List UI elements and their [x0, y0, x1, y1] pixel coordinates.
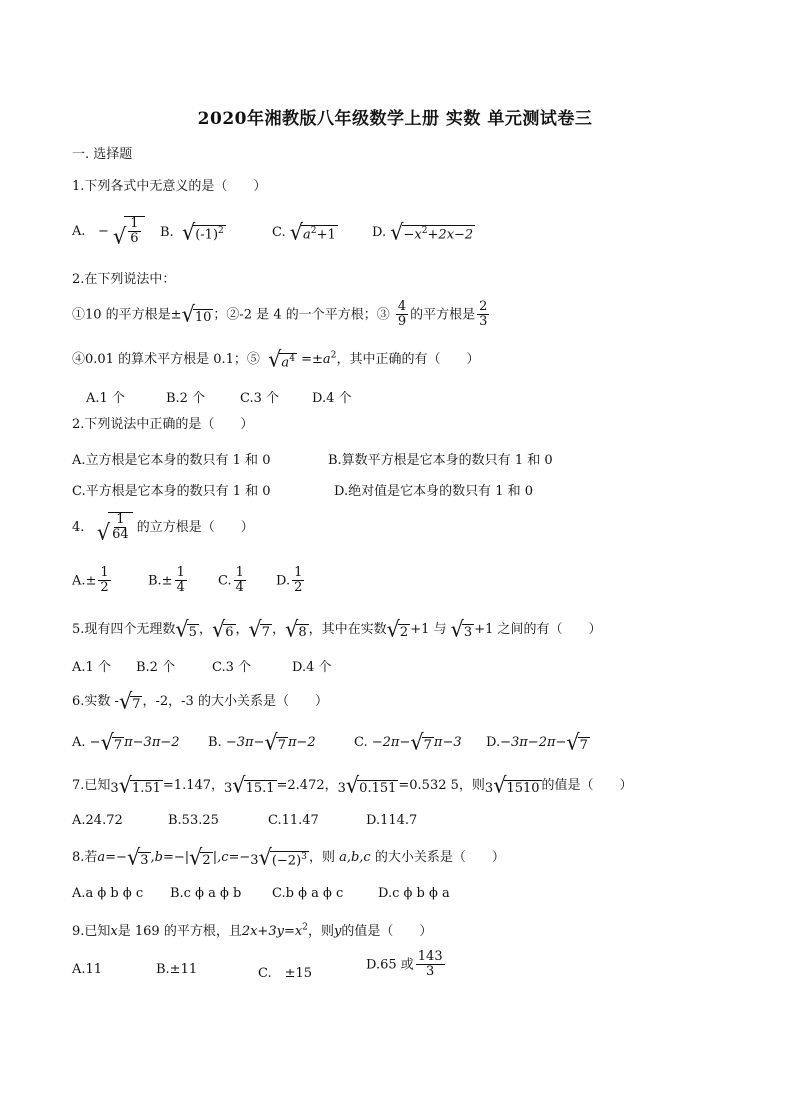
question-5-stem: 5.现有四个无理数 √ 5 ， √ 6 ， √ 7 ， √ 8 ，其中在实数 √ 2 +1 与 √ 3 +1 之间的有（ ） — [72, 616, 602, 642]
q7-option-c: C.11.47 — [268, 813, 319, 828]
q2-option-b: B.2 个 — [166, 391, 206, 406]
q8-option-c: C.b ϕ a ϕ c — [272, 886, 344, 901]
q8-option-b: B.c ϕ a ϕ b — [170, 886, 242, 901]
q1-option-a: A. − √ $\frac{1}{6}$ — [72, 216, 145, 247]
section-heading: 一. 选择题 — [72, 147, 133, 162]
q8-option-a: A.a ϕ b ϕ c — [72, 886, 144, 901]
q9-option-b: B.±11 — [156, 962, 198, 977]
q7-option-b: B.53.25 — [168, 813, 219, 828]
q9-option-c: C. ±15 — [258, 966, 313, 981]
q9-option-d: D.65 或 $\frac{143}{3}$ — [366, 949, 443, 980]
question-1-stem: 1.下列各式中无意义的是（ ） — [72, 179, 267, 194]
sqrt-expression: √ $\frac{1}{6}$ — [113, 216, 145, 247]
question-4-stem: 4. √ $\frac{1}{64}$ 的立方根是（ ） — [72, 512, 254, 545]
question-2-stem: 2.在下列说法中： — [72, 272, 176, 287]
q5-option-d: D.4 个 — [292, 660, 332, 675]
q6-option-a: A. − √ 7 π−3π−2 — [72, 729, 180, 755]
q5-option-c: C.3 个 — [212, 660, 252, 675]
q3-option-b: B.算数平方根是它本身的数只有 1 和 0 — [328, 453, 553, 468]
q9-option-a: A.11 — [72, 962, 103, 977]
q7-option-d: D.114.7 — [366, 813, 418, 828]
q2-option-a: A.1 个 — [86, 391, 125, 406]
q8-option-d: D.c ϕ b ϕ a — [378, 886, 450, 901]
q3-option-c: C.平方根是它本身的数只有 1 和 0 — [72, 484, 271, 499]
q3-option-d: D.绝对值是它本身的数只有 1 和 0 — [334, 484, 534, 499]
q2-statements-4-5: ④0.01 的算术平方根是 0.1；⑤ √ $a^4$ $=\pm a^2$，其中正确的有（ ） — [72, 346, 480, 372]
q2-option-c: C.3 个 — [240, 391, 280, 406]
question-9-stem: 9.已知x是 169 的平方根，且$2x+3y=x^2$，则y的值是（ ） — [72, 922, 433, 939]
q2-statements-1-3: ①10 的平方根是± √ 10 ；②-2 是 4 的一个平方根；③ $\frac{4}{9}$ 的平方根是 $\frac{2}{3}$ — [72, 299, 488, 330]
q2-option-d: D.4 个 — [312, 391, 352, 406]
question-3-stem: 2.下列说法中正确的是（ ） — [72, 417, 254, 432]
q7-option-a: A.24.72 — [72, 813, 123, 828]
q4-option-c: C. $\frac{1}{4}$ — [218, 565, 244, 596]
q6-option-c: C. −2π− √ 7 π−3 — [354, 729, 462, 755]
q1-option-d: D. √ $-x^2+2x-2$ — [372, 219, 474, 245]
q4-option-a: A.± $\frac{1}{2}$ — [72, 565, 109, 596]
q6-option-d: D.−3π−2π− √ 7 — [486, 729, 588, 755]
page-title: 2020年湘教版八年级数学上册 实数 单元测试卷三 — [197, 109, 593, 129]
q3-option-a: A.立方根是它本身的数只有 1 和 0 — [72, 453, 271, 468]
q4-option-b: B.± $\frac{1}{4}$ — [148, 565, 185, 596]
question-7-stem: 7.已知 3 √ 1.51 =1.147， 3 √ 15.1 =2.472， 3 √ 0.151 =0.532 5，则 3 √ 1510 的值是（ ） — [72, 772, 633, 798]
q5-option-b: B.2 个 — [136, 660, 176, 675]
q4-option-d: D. $\frac{1}{2}$ — [276, 565, 303, 596]
q1-option-c: C. √ $a^2+1$ — [272, 219, 336, 245]
q5-option-a: A.1 个 — [72, 660, 111, 675]
q1-option-b: B. √ $(-1)^2$ — [160, 219, 224, 245]
q6-option-b: B. −3π− √ 7 π−2 — [208, 729, 316, 755]
question-6-stem: 6.实数 - √ 7 ，-2，-3 的大小关系是（ ） — [72, 688, 328, 714]
question-8-stem: 8.若a=− √ 3 ,b=−| √ 2 |,c=− 3 √ $(-2)^3$ ，则 a,b,c 的大小关系是（ ） — [72, 844, 505, 870]
